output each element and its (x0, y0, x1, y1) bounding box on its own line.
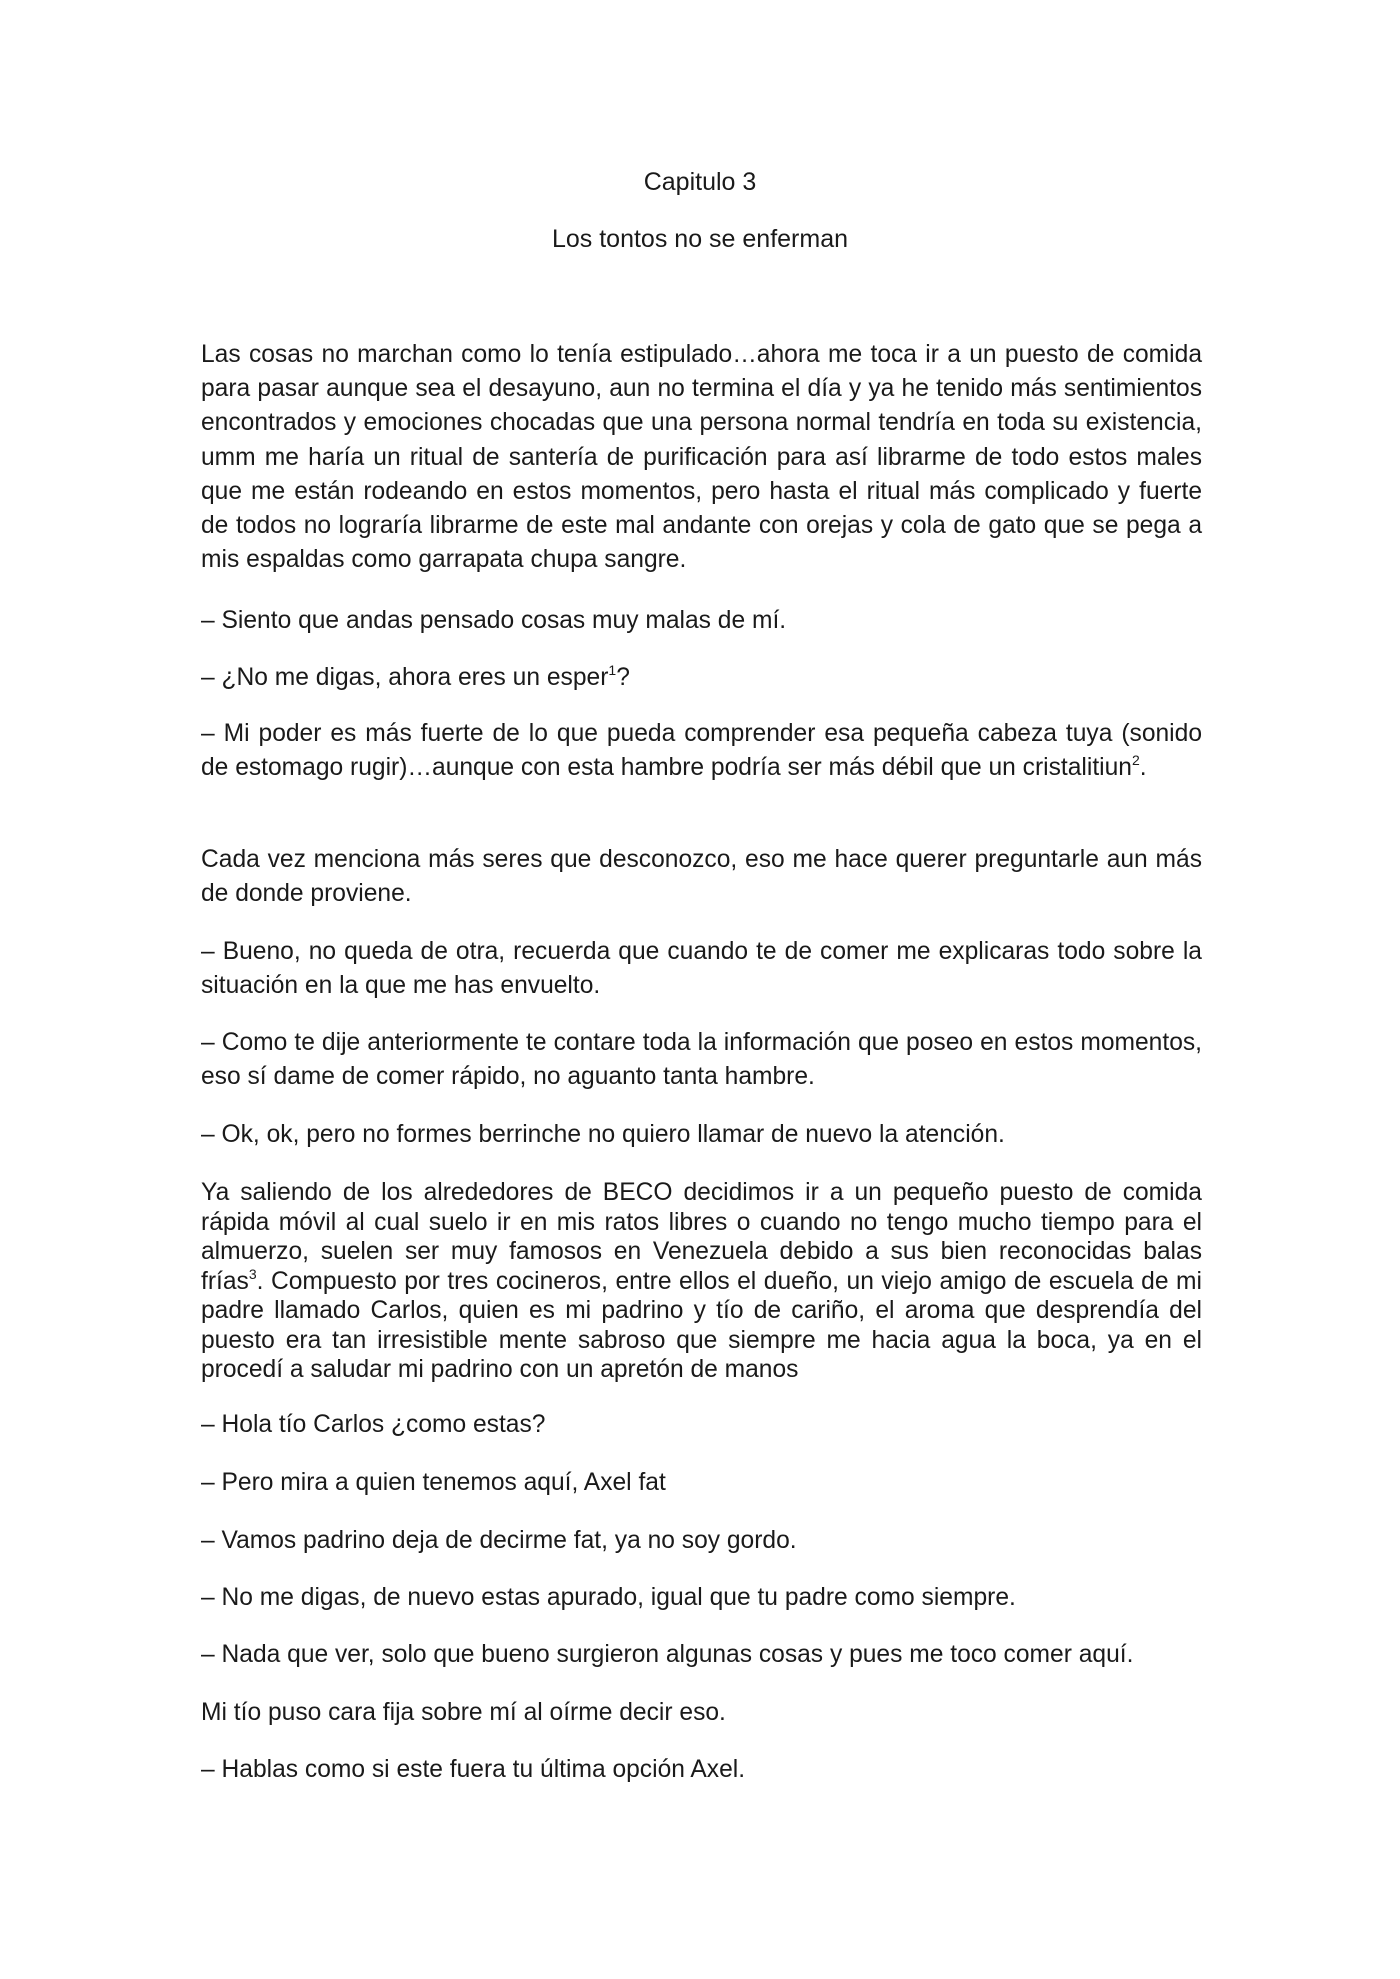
chapter-heading: Capitulo 3 (643, 168, 757, 196)
paragraph-text: – Bueno, no queda de otra, recuerda que cuando te de comer me explicaras todo sobre la situación en la que me has envuelto. (201, 938, 1202, 1000)
paragraph-text: – Ok, ok, pero no formes berrinche no quiero llamar de nuevo la atención. (201, 1121, 1005, 1148)
paragraph-text: Ya saliendo de los alrededores de BECO decidimos ir a un pequeño puesto de comida rápida móvil al cual suelo ir en mis ratos libres o cuando no tengo mucho tiempo para el almuerzo, suelen ser muy famosos en Venezuela debido a sus bien reconocidas balas frías (201, 1179, 1202, 1295)
paragraph-text: – Hola tío Carlos ¿como estas? (201, 1411, 546, 1438)
paragraph (201, 1408, 1202, 1442)
paragraph-text: – Hablas como si este fuera tu última opción Axel. (201, 1756, 746, 1783)
paragraph (201, 1524, 1202, 1558)
paragraph-text: – Mi poder es más fuerte de lo que pueda comprender esa pequeña cabeza tuya (sonido de estomago rugir)…aunque con esta hambre podría ser más débil que un cristalitiun (201, 720, 1202, 782)
paragraph-text: – No me digas, de nuevo estas apurado, igual que tu padre como siempre. (201, 1584, 1016, 1611)
paragraph (201, 1638, 1202, 1672)
footnote-marker: 3 (248, 1265, 257, 1282)
paragraph-text-tail: . Compuesto por tres cocineros, entre ellos el dueño, un viejo amigo de escuela de mi padre llamado Carlos, quien es mi padrino y tío de cariño, el aroma que desprendía del puesto era tan irresistible mente sabroso que siempre me hacia agua la boca, ya en el procedí a saludar mi padrino con un apretón de manos (201, 1267, 1202, 1383)
paragraph (201, 338, 1202, 577)
paragraph (201, 1581, 1202, 1615)
paragraph-text: – ¿No me digas, ahora eres un esper (201, 664, 609, 691)
paragraph (201, 717, 1202, 785)
paragraph-text: – Siento que andas pensado cosas muy malas de mí. (201, 607, 787, 634)
paragraph-text-tail: ? (616, 664, 630, 691)
paragraph (201, 1178, 1202, 1385)
paragraph (201, 604, 1202, 638)
paragraph (201, 1466, 1202, 1500)
paragraph-text: – Nada que ver, solo que bueno surgieron algunas cosas y pues me toco comer aquí. (201, 1641, 1134, 1668)
paragraph (201, 1696, 1202, 1730)
paragraph (201, 661, 1202, 695)
paragraph (201, 843, 1202, 911)
footnote-marker: 1 (608, 662, 617, 678)
paragraph-text: Cada vez menciona más seres que desconozco, eso me hace querer preguntarle aun más de donde proviene. (201, 846, 1202, 908)
paragraph-text-tail: . (1139, 754, 1147, 782)
chapter-title: Los tontos no se enferman (551, 225, 849, 253)
paragraph-text: Mi tío puso cara fija sobre mí al oírme decir eso. (201, 1699, 726, 1726)
paragraph (201, 1753, 1202, 1787)
paragraph (201, 935, 1202, 1003)
paragraph-text: – Vamos padrino deja de decirme fat, ya no soy gordo. (201, 1527, 797, 1554)
paragraph-text: – Como te dije anteriormente te contare toda la información que poseo en estos momentos, eso sí dame de comer rápido, no aguanto tanta hambre. (201, 1029, 1202, 1091)
paragraph (201, 1118, 1202, 1152)
paragraph-text: Las cosas no marchan como lo tenía estipulado…ahora me toca ir a un puesto de comida para pasar aunque sea el desayuno, aun no termina el día y ya he tenido más sentimientos encontrados y emociones chocadas que una persona normal tendría en toda su existencia, umm me haría un ritual de santería de purificación para así librarme de todo estos males que me están rodeando en estos momentos, pero hasta el ritual más complicado y fuerte de todos no lograría librarme de este mal andante con orejas y cola de gato que se pega a mis espaldas como garrapata chupa sangre. (201, 341, 1202, 574)
paragraph (201, 1026, 1202, 1094)
footnote-marker: 2 (1131, 752, 1140, 769)
paragraph-text: – Pero mira a quien tenemos aquí, Axel fat (201, 1469, 666, 1496)
